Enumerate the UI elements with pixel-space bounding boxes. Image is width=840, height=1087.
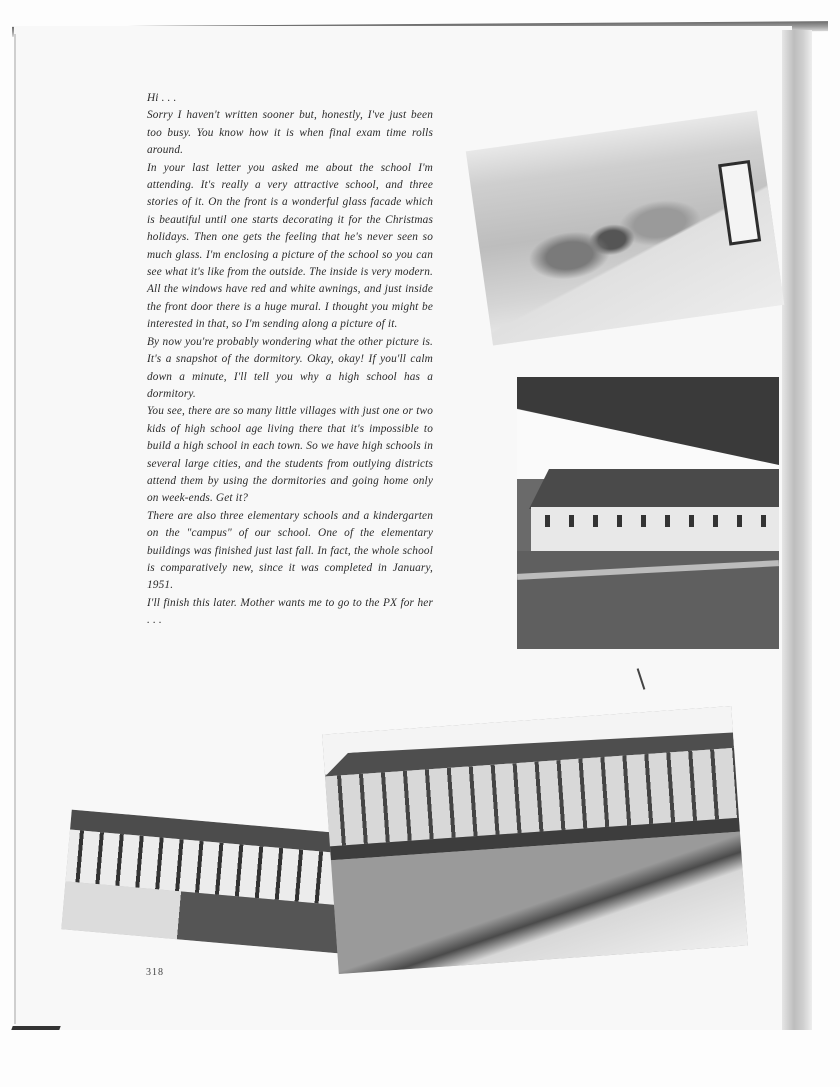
dormitory-photo (517, 377, 779, 649)
letter-closing: I'll finish this later. Mother wants me to go to the PX for her . . . (147, 596, 433, 627)
school-building-photo (322, 706, 748, 974)
binding-gutter (782, 30, 812, 1030)
page-number: 318 (146, 967, 164, 978)
letter-paragraph: There are also three elementary schools and a kindergarten on the "campus" of our school. One of the elementary buildings was finished just last fall. In fact, the whole school is comparatively new, since it was completed in January, 1951. (147, 509, 433, 592)
letter-paragraph: You see, there are so many little villages with just one or two kids of high school age living there that it's impossible to build a high school in each town. So we have high schools in several large cities, and the students from outlying districts attend them by using the dormitories and going home only on week-ends. Get it? (147, 405, 433, 505)
letter-text (147, 90, 433, 630)
letter-paragraph: Sorry I haven't written sooner but, honestly, I've just been too busy. You know how it is when final exam time rolls around. (147, 109, 433, 157)
page-left-edge (14, 34, 16, 1024)
letter-paragraph: By now you're probably wondering what the other picture is. It's a snapshot of the dormitory. Okay, okay! If you'll calm down a minute, I'll tell you why a high school has a dormitory. (147, 335, 433, 400)
scan-mark (11, 1026, 60, 1030)
mural-photo (466, 110, 784, 345)
school-wing-photo (61, 810, 360, 955)
mural-door (718, 160, 761, 246)
letter-paragraph: In your last letter you asked me about the school I'm attending. It's really a very attractive school, and three stories of it. On the front is a wonderful glass facade which is beautiful until one starts decorating it for the Christmas holidays. Then one gets the feeling that he's never seen so much glass. I'm enclosing a picture of the school so you can see what it's like from the outside. The inside is very modern. All the windows have red and white awnings, and just inside the front door there is a huge mural. I thought you might be interested in that, so I'm sending along a picture of it. (147, 161, 433, 331)
letter-greeting: Hi . . . (147, 92, 177, 104)
